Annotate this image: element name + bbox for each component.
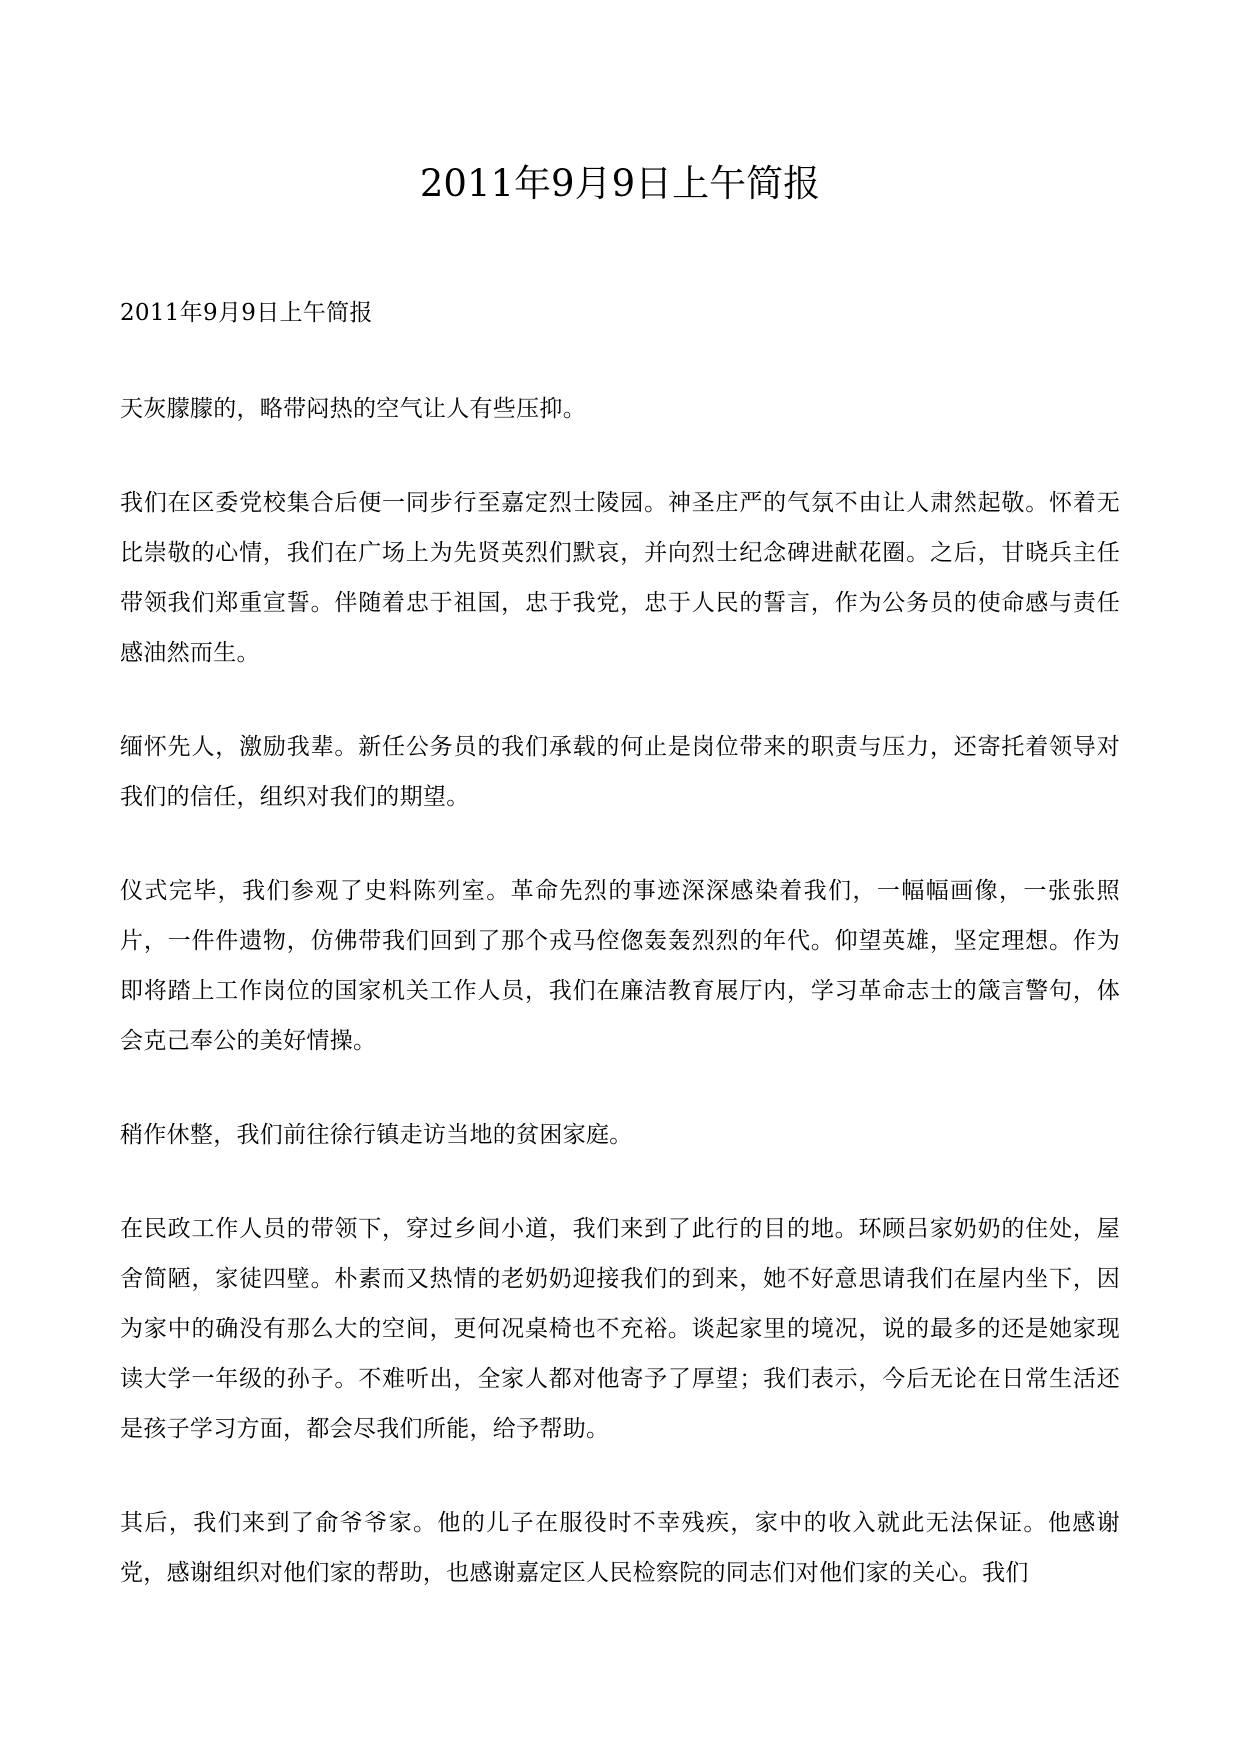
paragraph-family-visit-lv: 在民政工作人员的带领下，穿过乡间小道，我们来到了此行的目的地。环顾吕家奶奶的住处，屋舍简陋，家徒四壁。朴素而又热情的老奶奶迎接我们的到来，她不好意思请我们在屋内坐下，因为家中的确没有那么大的空间，更何况桌椅也不充裕。谈起家里的境况，说的最多的还是她家现读大学一年级的孙子。不难听出，全家人都对他寄予了厚望；我们表示，今后无论在日常生活还是孩子学习方面，都会尽我们所能，给予帮助。 [120,1216,1120,1442]
paragraph-travel: 稍作休整，我们前往徐行镇走访当地的贫困家庭。 [120,1122,633,1148]
document-title: 2011年9月9日上午简报 [419,162,821,205]
paragraph-cemetery-visit: 我们在区委党校集合后便一同步行至嘉定烈士陵园。神圣庄严的气氛不由让人肃然起敬。怀着无比崇敬的心情，我们在广场上为先贤英烈们默哀，并向烈士纪念碑进献花圈。之后，甘晓兵主任带领我们郑重宣誓。伴随着忠于祖国，忠于我党，忠于人民的誓言，作为公务员的使命感与责任感油然而生。 [120,490,1120,666]
paragraph-date-line: 2011年9月9日上午简报 [120,300,373,326]
paragraph-reflection: 缅怀先人，激励我辈。新任公务员的我们承载的何止是岗位带来的职责与压力，还寄托着领导对我们的信任，组织对我们的期望。 [120,734,1120,810]
paragraph-exhibition: 仪式完毕，我们参观了史料陈列室。革命先烈的事迹深深感染着我们，一幅幅画像，一张张照片，一件件遗物，仿佛带我们回到了那个戎马倥偬轰轰烈烈的年代。仰望英雄，坚定理想。作为即将踏上工作岗位的国家机关工作人员，我们在廉洁教育展厅内，学习革命志士的箴言警句，体会克己奉公的美好情操。 [120,878,1120,1054]
paragraph-weather: 天灰朦朦的，略带闷热的空气让人有些压抑。 [120,396,586,422]
document-body [120,288,1120,1642]
paragraph-family-visit-yu: 其后，我们来到了俞爷爷家。他的儿子在服役时不幸残疾，家中的收入就此无法保证。他感谢党，感谢组织对他们家的帮助，也感谢嘉定区人民检察院的同志们对他们家的关心。我们 [120,1510,1120,1586]
